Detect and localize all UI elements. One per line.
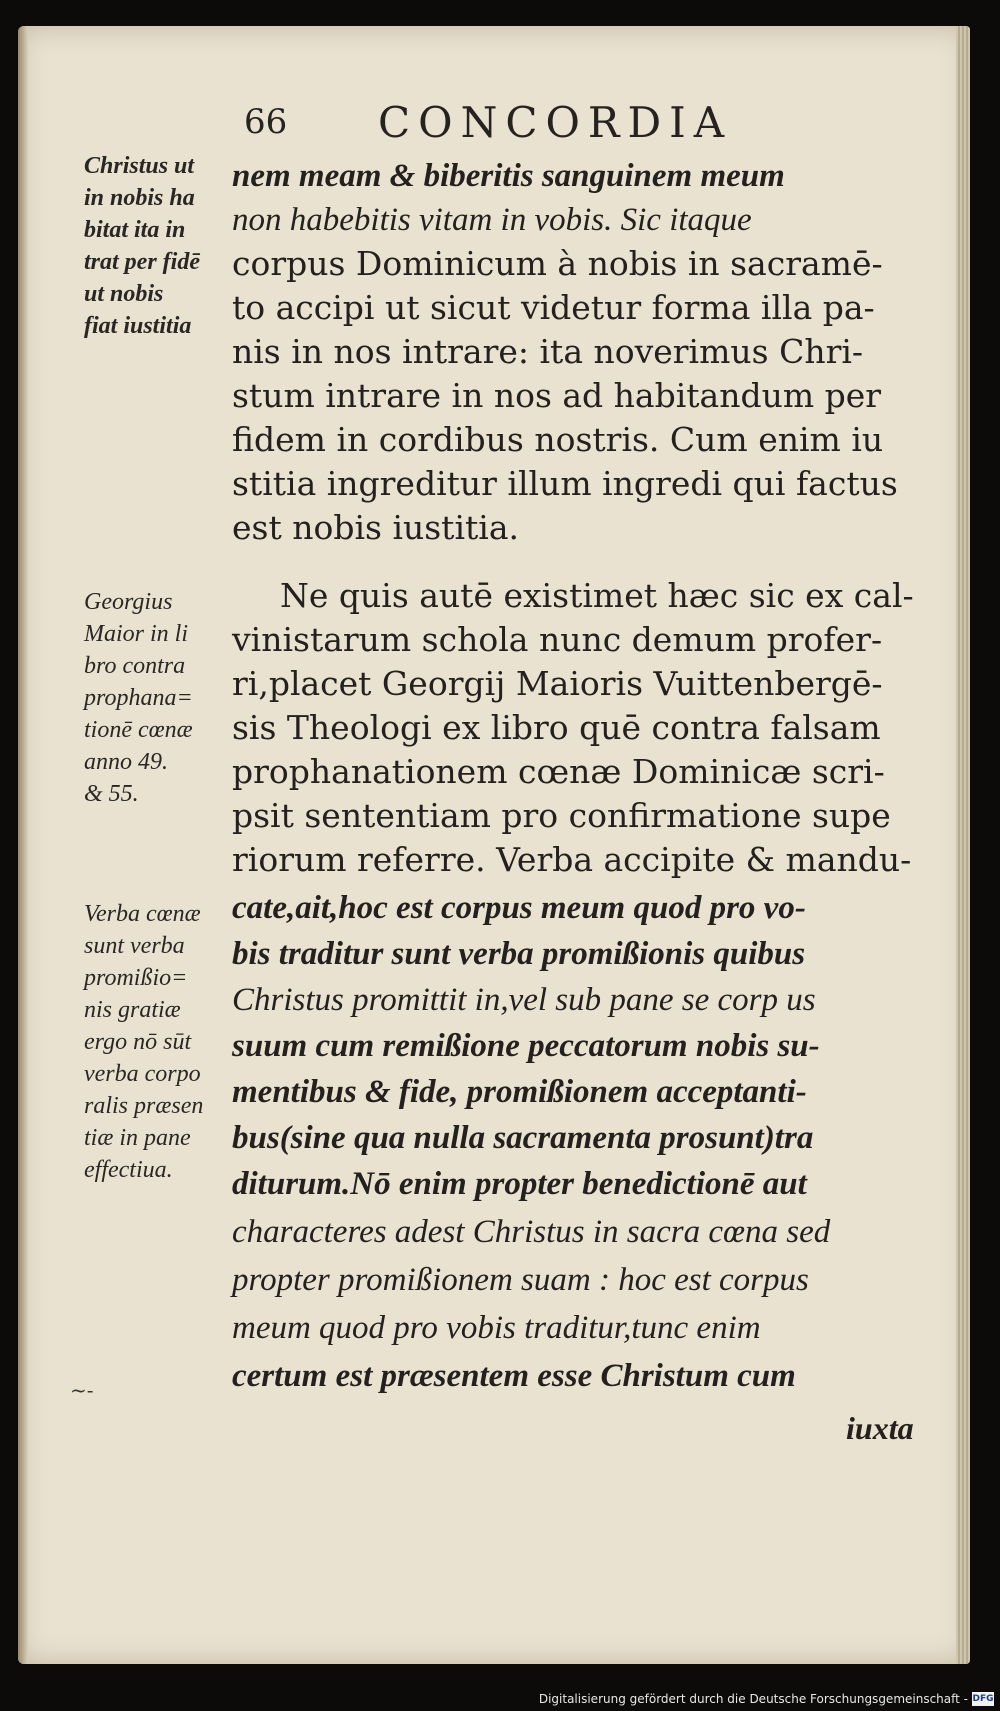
body-line: riorum referre. Verba accipite & mandu- — [232, 840, 912, 879]
body-line: cate,ait,hoc est corpus meum quod pro vo- — [232, 890, 806, 926]
body-line: prophanationem cœnæ Dominicæ scri- — [232, 752, 885, 791]
body-line: non habebitis vitam in vobis. Sic itaque — [232, 202, 752, 238]
body-line: sis Theologi ex libro quē contra falsam — [232, 708, 881, 747]
footer-credit: Digitalisierung gefördert durch die Deutsche Forschungsgemeinschaft - — [538, 1692, 968, 1706]
body-line: meum quod pro vobis traditur,tunc enim — [232, 1310, 761, 1346]
body-line: propter promißionem suam : hoc est corpus — [232, 1262, 809, 1298]
running-header — [244, 98, 844, 148]
body-line: diturum.Nō enim propter benedictionē aut — [232, 1166, 807, 1202]
margin-note-georgius: Georgius Maior in li bro contra prophana= tionē cœnæ anno 49. & 55. — [84, 589, 193, 807]
margin-dash: ~- — [70, 1378, 94, 1402]
body-line: Christus promittit in,vel sub pane se corp us — [232, 982, 816, 1018]
margin-note-christus: Christus ut in nobis ha bitat ita in trat per fidē ut nobis fiat iustitia — [84, 153, 200, 339]
body-line: Ne quis autē existimet hæc sic ex cal- — [280, 576, 914, 615]
margin-note-verba-coenae: Verba cœnæ sunt verba promißio= nis gratiæ ergo nō sūt verba corpo ralis præsen tiæ in pane effectiua. — [84, 901, 204, 1183]
body-line: est nobis iustitia. — [232, 508, 519, 547]
body-line: corpus Dominicum à nobis in sacramē- — [232, 244, 883, 283]
body-line: psit sententiam pro confirmatione supe — [232, 796, 891, 835]
body-line: to accipi ut sicut videtur forma illa pa- — [232, 288, 875, 327]
body-line: characteres adest Christus in sacra cœna sed — [232, 1214, 831, 1250]
body-line: stum intrare in nos ad habitandum per — [232, 376, 882, 415]
body-line: stitia ingreditur illum ingredi qui factus — [232, 464, 898, 503]
body-line: suum cum remißione peccatorum nobis su- — [232, 1028, 820, 1064]
body-line: bis traditur sunt verba promißionis quibus — [232, 936, 806, 972]
running-title: CONCORDIA — [378, 98, 733, 147]
body-line: mentibus & fide, promißionem acceptanti- — [232, 1074, 807, 1110]
body-line: ri,placet Georgij Maioris Vuittenbergē- — [232, 664, 883, 703]
body-line: vinistarum schola nunc demum profer- — [232, 620, 883, 659]
catchword: iuxta — [846, 1410, 914, 1446]
body-line: nis in nos intrare: ita noverimus Chri- — [232, 332, 864, 371]
page-number: 66 — [244, 102, 288, 142]
body-line: fidem in cordibus nostris. Cum enim iu — [232, 420, 884, 459]
body-line: bus(sine qua nulla sacramenta prosunt)tra — [232, 1120, 814, 1156]
dfg-logo-icon: DFG — [972, 1694, 994, 1704]
body-line: nem meam & biberitis sanguinem meum — [232, 158, 785, 194]
footer-bar — [0, 1690, 1000, 1711]
body-line: certum est præsentem esse Christum cum — [232, 1358, 796, 1394]
